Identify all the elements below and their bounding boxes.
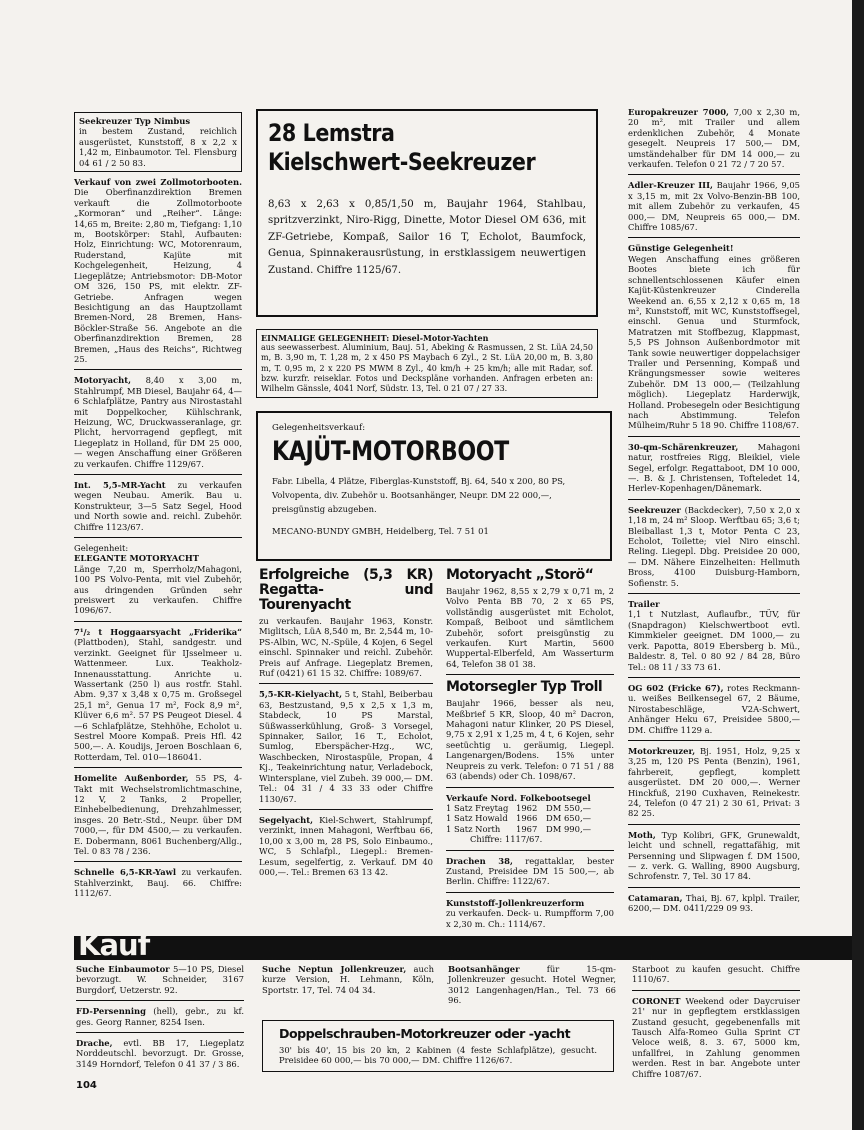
column-4 bbox=[446, 568, 614, 934]
column-1 bbox=[74, 112, 242, 904]
ad-text: zu verkaufen wegen Neubau. Amerik. Bau u. Konstrukteur, 3—5 Satz Segel, Hood und North sowie and. reichl. Zubehör. Chiffre 1123/67. bbox=[74, 480, 242, 532]
divider bbox=[628, 237, 800, 238]
ad-title: FD-Persenning bbox=[76, 1006, 147, 1017]
ad-text: Fabr. Libella, 4 Plätze, Fiberglas-Kunststoff, Bj. 64, 540 x 200, 80 PS, Volvopenta, div. Zubehör u. Bootsanhänger, Neupr. DM 22 000,—, preisgünstig abzugeben. bbox=[272, 476, 566, 514]
ad-text: zu verkaufen. Deck- u. Rumpfform 7,00 x 2,30 m. Ch.: 1114/67. bbox=[446, 908, 614, 929]
column-5 bbox=[628, 107, 800, 919]
ad-neptun-jollenkreuzer bbox=[262, 964, 434, 995]
divider bbox=[76, 1032, 244, 1033]
ad-title: Motoryacht, bbox=[74, 375, 131, 386]
ad-title: Günstige Gelegenheit! bbox=[628, 243, 734, 254]
ad-yawl bbox=[74, 867, 242, 898]
row-year: 1962 bbox=[516, 802, 538, 813]
ad-title: EINMALIGE GELEGENHEIT: Diesel-Motor-Yachten bbox=[261, 333, 489, 343]
ad-title: Suche Neptun Jollenkreuzer, bbox=[262, 964, 407, 974]
page-edge bbox=[852, 0, 864, 1130]
ad-text: Starboot zu kaufen gesucht. Chiffre 1110/67. bbox=[632, 964, 800, 985]
ad-text: Baujahr 1962, 8,55 x 2,79 x 0,71 m, 2 Volvo Penta BB 70, 2 x 65 PS, vollständig ausgerüstet mit Echolot, Kompaß, Beiboot und sämtlichem Zubehör, sofort preisgünstig zu verkaufen. Kurt Martin, 5600 Wuppertal-Elberfeld, Am Wasserturm 64, Telefon 38 01 38. bbox=[446, 586, 614, 669]
ad-seekreuzer-backdecker bbox=[628, 505, 800, 588]
ad-title: Drachen 38, bbox=[446, 855, 513, 866]
ad-motoryacht-stroe bbox=[446, 568, 614, 669]
ad-title: ELEGANTE MOTORYACHT bbox=[74, 553, 200, 564]
ad-homelite bbox=[74, 773, 242, 856]
ad-title: Catamaran, bbox=[628, 892, 683, 903]
ad-text: Kiel-Schwert, Stahlrumpf, verzinkt, innen Mahagoni, Werftbau 66, 10,00 x 3,00 m, 28 PS, Solo Einbaumo., WC, 5 Schlafpl., Liegepl.: Bremen-Lesum, segelfertig, z. Verkauf. DM 40 000,—. Tel.: Bremen 63 13 42. bbox=[259, 814, 433, 877]
divider bbox=[628, 593, 800, 594]
ad-title: Verkauf von zwei Zollmotorbooten. bbox=[74, 177, 242, 188]
kauf-column-2 bbox=[262, 964, 434, 1000]
ad-motoryacht bbox=[74, 375, 242, 469]
divider bbox=[628, 436, 800, 437]
ad-fd-persenning bbox=[76, 1006, 244, 1027]
ad-text: Mahagoni natur, rostfreies Rigg, Bleikiel, viele Segel, erfolgr. Regattaboot, DM 10 000,—. B. & J. Christensen, Tofteledet 14, Herlev-Kopenhagen/Dänemark. bbox=[628, 441, 800, 494]
ad-headline: Motorsegler Typ Troll bbox=[446, 679, 603, 696]
ad-text: Thai, Bj. 67, kplpl. Trailer, 6200,— DM. 0411/229 09 93. bbox=[628, 892, 800, 914]
ad-text: auch kurze Version, H. Lehmann, Köln, Sportstr. 17, Tel. 74 04 34. bbox=[262, 964, 434, 995]
ad-title: 30-qm-Schärenkreuzer, bbox=[628, 441, 739, 452]
folke-row bbox=[446, 813, 614, 823]
divider bbox=[74, 861, 242, 862]
ad-adler-kreuzer bbox=[628, 180, 800, 232]
ad-title: CORONET bbox=[632, 995, 681, 1006]
folke-row bbox=[446, 803, 614, 813]
ad-mr-yacht bbox=[74, 480, 242, 532]
kauf-column-1 bbox=[76, 964, 244, 1074]
ad-text: aus seewasserbest. Aluminium, Bauj. 51, Abeking & Rasmussen, 2 St. LüA 24,50 m, B. 3,90 m, T. 1,28 m, 2 x 450 PS Maybach 6 Zyl., 2 St. LüA 20,00 m, B. 3,80 m, T. 0,95 m, 2 x 220 PS MWM 8 Zyl., 40 km/h + 25 km/h; alle mit Radar, sof. bzw. kurzfr. reiseklar. Fotos und Deckspläne vorhanden. Anfragen erbeten an: Wilhelm Gänssle, 4041 Norf, Südstr. 13, Tel. 0 21 07 / 27 33. bbox=[261, 343, 593, 394]
folke-row bbox=[446, 824, 614, 834]
row-item: 1 Satz Freytag bbox=[446, 802, 509, 813]
ad-text: 7,00 x 2,30 m, 20 m², mit Trailer und allem erdenklichen Zubehör, 4 Monate gesegelt. Neupreis 17 500,— DM, umständehalber für DM 14 000,— zu verkaufen. Telefon 0 21 72 / 7 20 57. bbox=[628, 107, 800, 170]
ad-headline: Erfolgreiche (5,3 KR) Regatta- und Tourenyacht bbox=[259, 567, 433, 613]
ad-text: (hell), gebr., zu kf. ges. Georg Ranner, 8254 Isen. bbox=[76, 1006, 244, 1027]
divider bbox=[628, 740, 800, 741]
ad-text: regattaklar, bester Zustand, Preisidee DM 15 500,—, ab Berlin. Chiffre: 1122/67. bbox=[446, 855, 614, 887]
ad-title: Schnelle 6,5-KR-Yawl bbox=[74, 867, 177, 878]
ad-title: Moth, bbox=[628, 829, 656, 840]
ad-title: 7¹/₂ t Hoggaarsyacht „Friderika“ bbox=[74, 626, 242, 637]
ad-text: (Backdecker), 7,50 x 2,0 x 1,18 m, 24 m² Sloop. Werftbau 65; 3,6 t; Bleiballast 1,3 t, Motor Penta C 23, Echolot, Toilette; viel Niro einschl. Reling. Liegepl. Dbg. Preisidee 20 000,— DM. Nähere Einzelheiten: Hellmuth Bross, 4100 Duisburg-Hamborn, Sofienstr. 5. bbox=[628, 504, 800, 588]
ad-text: evtl. BB 17, Liegeplatz Norddeutschl. bevorzugt. Dr. Grosse, 3149 Horndorf, Telefon 0 41 37 / 3 86. bbox=[76, 1038, 244, 1069]
ad-text: 8,40 x 3,00 m, Stahlrumpf, MB Diesel, Baujahr 64, 4—6 Schlafplätze, Pantry aus Nirostastahl mit Doppelkocher, Kühlschrank, Heizung, WC, Druckwasseranlage, gr. Plicht, hervorragend gepflegt, mit Liegeplatz in Holland, für DM 25 000,— wegen Anschaffung einer Größeren zu verkaufen. Chiffre 1129/67. bbox=[74, 375, 242, 469]
ad-coronet bbox=[632, 996, 800, 1079]
divider bbox=[74, 474, 242, 475]
divider bbox=[628, 677, 800, 678]
ad-headline: Doppelschrauben-Motorkreuzer oder -yacht bbox=[279, 1026, 571, 1041]
ad-og-602 bbox=[628, 683, 800, 735]
ad-text: 8,63 x 2,63 x 0,85/1,50 m, Baujahr 1964, Stahlbau, spritzverzinkt, Niro-Rigg, Dinette, Motor Diesel OM 636, mit ZF-Getriebe, Kompaß, Sailor 16 T, Echolot, Baumfock, Genua, Spinnakerausrüstung, in erstklassigem neuwertigen Zustand. Chiffre 1125/67. bbox=[268, 199, 586, 276]
row-year: 1967 bbox=[516, 823, 538, 834]
ad-text: 5—10 PS, Diesel bevorzugt. W. Schneider, 3167 Burgdorf, Uetzerstr. 92. bbox=[76, 964, 244, 995]
ad-europakreuzer bbox=[628, 107, 800, 169]
ad-text: Die Oberfinanzdirektion Bremen verkauft die Zollmotorboote „Kormoran“ und „Reiher“. Länge: 14,65 m, Breite: 2,80 m, Tiefgang: 1,10 m, Bootskörper: Stahl, Aufbauten: Holz, Einrichtung: WC, Motorenraum, Ruderstand, Kajüte mit Kochgelegenheit, Heizung, 4 Liegeplätze; Antriebsmotor: DB-Motor OM 326, 150 PS, mit elektr. ZF-Getriebe. Anfragen wegen Besichtigung an das Hauptzollamt Bremen-Nord, 28 Bremen, Hans-Böckler-Straße 56. Angebote an die Oberfinanzdirektion Bremen, 28 Bremen, „Haus des Reichs“, Richtweg 25. bbox=[74, 187, 242, 364]
ad-title: Motorkreuzer, bbox=[628, 745, 696, 756]
ad-text: für 15-qm-Jollenkreuzer gesucht. Hotel Wegner, 3012 Langenhagen/Han., Tel. 73 66 96. bbox=[448, 964, 616, 1006]
ad-friderika bbox=[74, 627, 242, 762]
ad-kajuet-motorboot bbox=[256, 411, 612, 561]
ad-doppelschrauben bbox=[262, 1020, 614, 1072]
ad-nimbus bbox=[74, 112, 242, 172]
ad-text: Länge 7,20 m, Sperrholz/Mahagoni, 100 PS Volvo-Penta, mit viel Zubehör, aus dringenden Gründen sehr preiswert zu verkaufen. Chiffre 1096/67. bbox=[74, 563, 242, 616]
ad-text: Baujahr 1966, 9,05 x 3,15 m, mit 2x Volvo-Benzin-BB 100, mit allem Zubehör zu verkaufen, 45 000,— DM, Neupreis 65 000,— DM. Chiffre 1085/67. bbox=[628, 180, 800, 233]
ad-jollenkreuzerform bbox=[446, 898, 614, 929]
row-price: DM 650,— bbox=[546, 813, 591, 824]
divider bbox=[628, 887, 800, 888]
ad-lemstra bbox=[256, 109, 598, 317]
ad-zollmotorboote bbox=[74, 177, 242, 364]
ad-text: Weekend oder Daycruiser 21' nur in gepflegtem erstklassigen Zustand gesucht, gegebenenfalls mit Tausch Alfa-Romeo Gulia Sprint CT Veloce weiß, 8. 3. 67, 5000 km, unfallfrei, in Zahlung genommen werden. Rest in bar. Angebote unter Chiffre 1087/67. bbox=[632, 995, 800, 1079]
divider bbox=[446, 850, 614, 851]
ad-title: Trailer bbox=[628, 599, 660, 610]
ad-title: Kunststoff-Jollenkreuzerform bbox=[446, 897, 585, 908]
ad-trailer bbox=[628, 599, 800, 672]
ad-guenstige-gelegenheit bbox=[628, 243, 800, 430]
ad-starboot bbox=[632, 964, 800, 985]
divider bbox=[76, 1000, 244, 1001]
ad-title: Verkaufe Nord. Folkebootsegel bbox=[446, 792, 591, 803]
page-number: 104 bbox=[76, 1080, 97, 1091]
ad-title: Seekreuzer bbox=[628, 504, 681, 515]
divider bbox=[74, 537, 242, 538]
divider bbox=[74, 621, 242, 622]
ad-headline: KAJÜT-MOTORBOOT bbox=[272, 436, 509, 468]
divider bbox=[259, 683, 433, 684]
ad-text: 1,1 t Nutzlast, Auflaufbr., TÜV, für (Snapdragon) Kielschwertboot evtl. Kimmkieler geeignet. DM 1000,— zu verk. Papotta, 8019 Ebersberg b. Mü., Baldestr. 8, Tel. 0 80 92 / 84 28, Büro Tel.: 08 11 / 33 73 61. bbox=[628, 609, 800, 672]
divider bbox=[446, 892, 614, 893]
ad-bootsanhaenger bbox=[448, 964, 616, 1006]
ad-text: zu verkaufen. Stahlverzinkt, Bauj. 66. Chiffre: 1112/67. bbox=[74, 867, 242, 899]
ad-kielyacht bbox=[259, 689, 433, 803]
divider bbox=[628, 499, 800, 500]
ad-title: Adler-Kreuzer III, bbox=[628, 180, 713, 191]
ad-motorsegler-troll bbox=[446, 680, 614, 781]
ad-text: Baujahr 1966, besser als neu, Meßbrief 5 KR, Sloop, 40 m² Dacron, Mahagoni natur Klinker, 20 PS Diesel, 9,75 x 2,91 x 1,25 m, 4 t, 6 Kojen, sehr seetüchtig u. geräumig, Liegepl. Langenargen/Bodens. 15% unter Neupreis zu verk. Telefon: 0 71 51 / 88 63 (abends) oder Ch. 1098/67. bbox=[446, 698, 614, 782]
ad-motorkreuzer bbox=[628, 746, 800, 819]
ad-drache bbox=[76, 1038, 244, 1069]
ad-pre: Gelegenheit: bbox=[74, 543, 129, 554]
ad-text: 55 PS, 4-Takt mit Wechselstromlichtmaschine, 12 V, 2 Tanks, 2 Propeller, Einhebelbedienung, Drehzahlmesser, insges. 20 Betr.-Std., Neupr. über DM 7000,—, für DM 4500,— zu verkaufen. E. Dobermann, 8061 Buchenberg/Allg., Tel. 0 83 78 / 236. bbox=[74, 773, 242, 856]
kauf-section-label: Kauf bbox=[78, 928, 150, 962]
kauf-section-bar bbox=[74, 936, 852, 960]
ad-text: (Plattboden), Stahl, sandgestr. und verzinkt. Geeignet für IJsselmeer u. Wattenmeer. Lux. Teakholz-Innenausstattung. Anrichte u. Wassertank (250 l) aus rostfr. Stahl. Abm. 9,37 x 3,48 x 0,75 m. Großsegel 25,1 m², Genua 17 m², Fock 8,9 m², Klüver 6,6 m². 57 PS Peugeot Diesel. 4—6 Schlafplätze, Stehhöhe, Echolot u. Sestrel Moore Kompaß. Preis Hfl. 42 500,—. A. Koudijs, Jeroen Boschlaan 6, Rotterdam, Tel. 010—186041. bbox=[74, 637, 242, 762]
divider bbox=[74, 767, 242, 768]
ad-moth bbox=[628, 830, 800, 882]
ad-title: 5,5-KR-Kielyacht, bbox=[259, 689, 342, 700]
ad-text: Typ Kolibri, GFK, Grunewaldt, leicht und schnell, regattafähig, mit Persenning und Slipwagen f. DM 1500,— z. verk. G. Walling, 8900 Augsburg, Schrofenstr. 7, Tel. 30 17 84. bbox=[628, 829, 800, 882]
ad-catamaran bbox=[628, 893, 800, 914]
ad-title: Int. 5,5-MR-Yacht bbox=[74, 480, 166, 490]
divider bbox=[628, 174, 800, 175]
ad-title: Segelyacht, bbox=[259, 814, 314, 825]
ad-title: Seekreuzer Typ Nimbus bbox=[79, 116, 191, 126]
ad-headline: Kielschwert-Seekreuzer bbox=[268, 148, 536, 176]
ad-text: Bj. 1951, Holz, 9,25 x 3,25 m, 120 PS Penta (Benzin), 1961, fahrbereit, gepflegt, komplett ausgerüstet. DM 20 000,—. Werner Hinckfuß, 2190 Cuxhaven, Reinekestr. 24, Telefon (0 47 21) 2 30 61, Privat: 3 82 25. bbox=[628, 745, 800, 819]
ad-text: 30' bis 40', 15 bis 20 kn, 2 Kabinen (4 feste Schlafplätze), gesucht. Preisidee 60 000,— bis 70 000,— DM. Chiffre 1126/67. bbox=[279, 1045, 597, 1066]
ad-text: zu verkaufen. Baujahr 1963, Konstr. Miglitsch, LüA 8,540 m, Br. 2,544 m, 10-PS-Albin, WC, N.-Spüle, 4 Kojen, 6 Segel einschl. Spinnaker und reichl. Zubehör. Preis auf Anfrage. Liegeplatz Bremen, Ruf (0421) 61 15 32. Chiffre: 1089/67. bbox=[259, 616, 433, 679]
divider bbox=[632, 990, 800, 991]
ad-erfolgreiche-regattayacht bbox=[259, 568, 433, 678]
ad-segelyacht bbox=[259, 815, 433, 877]
ad-title: Bootsanhänger bbox=[448, 964, 520, 974]
row-item: 1 Satz Howald bbox=[446, 813, 508, 824]
divider bbox=[259, 809, 433, 810]
ad-chiffre: Chiffre: 1117/67. bbox=[470, 834, 543, 845]
row-year: 1966 bbox=[516, 813, 538, 824]
ad-text: Wegen Anschaffung eines größeren Bootes biete ich für schnellentschlossenen Käufer einen Kajüt-Küstenkreuzer Cinderella Weekend an. 6,55 x 2,12 x 0,65 m, 18 m², Kunststoff, mit WC, Kunststoffsegel, einschl. Genua und Sturmfock, Matratzen mit Stoffbezug, Klappmast, 5,5 PS Johnson Außenbordmotor mit Tank sowie neuwertiger doppelachsiger Trailer und Persenning, Kompaß und Krängungsmesser sowie weiteres Zubehör. DM 13 000,— (Teilzahlung möglich). Liegeplatz Harderwijk, Holland. Probesegeln oder Besichtigung nach Abstimmung. Telefon Mülheim/Ruhr 5 18 90. Chiffre 1108/67. bbox=[628, 253, 800, 431]
ad-headline: Motoryacht „Storö“ bbox=[446, 567, 594, 583]
ad-pre: Gelegenheitsverkauf: bbox=[272, 423, 366, 433]
ad-title: Drache, bbox=[76, 1038, 113, 1049]
ad-drachen bbox=[446, 856, 614, 887]
divider bbox=[446, 674, 614, 675]
divider bbox=[446, 787, 614, 788]
divider bbox=[628, 824, 800, 825]
divider bbox=[74, 369, 242, 370]
ad-einbaumotor bbox=[76, 964, 244, 995]
kauf-column-5 bbox=[632, 964, 800, 1084]
ad-title: Suche Einbaumotor bbox=[76, 964, 170, 974]
ad-text: 5 t, Stahl, Beiberbau 63, Bestzustand, 9,5 x 2,5 x 1,3 m, Stabdeck, 10 PS Marstal, Süßwasserkühlung, Groß- 3 Vorsegel, Spinnaker, Sailor, 16 T., Echolot, Sumlog, Eberspächer-Hzg., WC, Waschbecken, Nirostaspüle, Propan, 4 Kj., Teakeinrichtung natur, Verladebock, Wintersplane, viel Zubeh. 39 000,— DM. Tel.: 04 31 / 4 33 33 oder Chiffre 1130/67. bbox=[259, 689, 433, 804]
ad-title: Europakreuzer 7000, bbox=[628, 107, 729, 117]
ad-footer: MECANO-BUNDY GMBH, Heidelberg, Tel. 7 51 01 bbox=[272, 526, 489, 537]
ad-text: in bestem Zustand, reichlich ausgerüstet, Kunststoff, 8 x 2,2 x 1,42 m, Einbaumotor. Tel. Flensburg 04 61 / 2 50 83. bbox=[79, 126, 237, 168]
ad-headline: 28 Lemstra bbox=[268, 119, 395, 147]
ad-schaerenkreuzer bbox=[628, 442, 800, 494]
row-price: DM 550,— bbox=[546, 802, 591, 813]
ad-elegante-motoryacht bbox=[74, 543, 242, 616]
row-price: DM 990,— bbox=[546, 823, 591, 834]
kauf-column-3 bbox=[448, 964, 616, 1011]
ad-title: OG 602 (Fricke 67), bbox=[628, 682, 724, 693]
column-3 bbox=[259, 568, 433, 882]
ad-folkebootsegel bbox=[446, 793, 614, 845]
row-item: 1 Satz North bbox=[446, 823, 501, 834]
ad-einmalige-gelegenheit bbox=[256, 329, 598, 398]
ad-title: Homelite Außenborder, bbox=[74, 773, 189, 784]
ad-text: rotes Reckmann- u. weißes Beilkensegel 67, 2 Bäume, Nirostabeschläge, V2A-Schwert, Anhänger Heku 67, Preisidee 5800,— DM. Chiffre 1129 a. bbox=[628, 682, 800, 735]
